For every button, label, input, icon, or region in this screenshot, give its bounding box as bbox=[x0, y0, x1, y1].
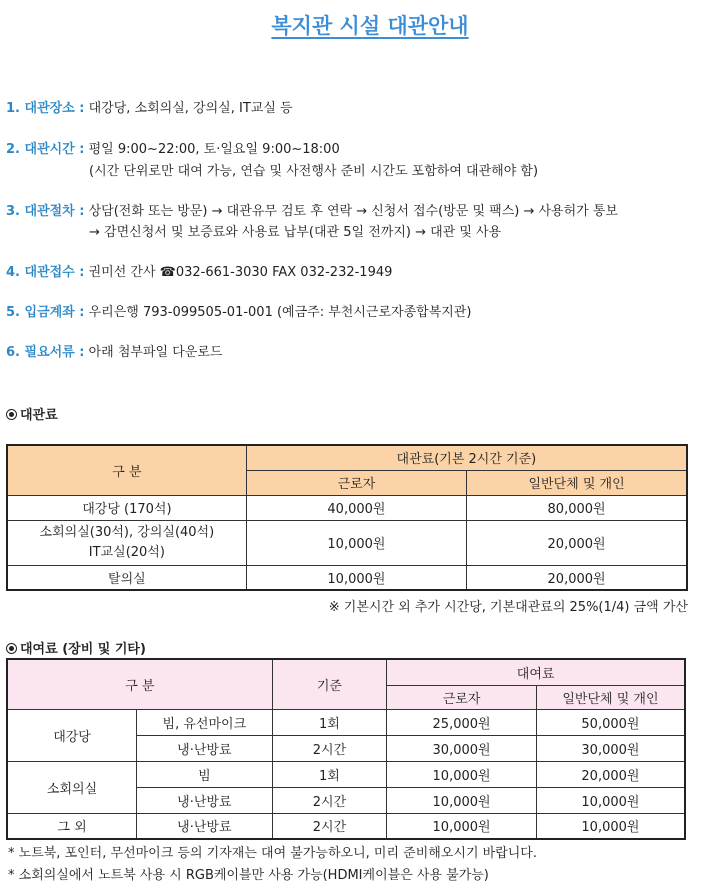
rent-group-name: 소회의실 bbox=[7, 761, 137, 813]
info-text: 상담(전화 또는 방문) → 대관유무 검토 후 연락 → 신청서 접수(방문 및 팩스) → 사용허가 통보 bbox=[88, 204, 618, 219]
rent-general: 50,000원 bbox=[536, 709, 685, 735]
info-label: 4. 대관접수 : bbox=[6, 265, 85, 280]
fee-row-worker: 40,000원 bbox=[246, 495, 466, 520]
fee-header-division: 구 분 bbox=[7, 445, 246, 495]
info-label: 2. 대관시간 : bbox=[6, 142, 85, 157]
info-account bbox=[6, 302, 471, 324]
fee-table bbox=[6, 444, 688, 591]
rent-worker: 10,000원 bbox=[387, 761, 537, 787]
rent-header-general: 일반단체 및 개인 bbox=[536, 685, 685, 709]
rent-basis: 2시간 bbox=[272, 787, 387, 813]
rent-basis: 1회 bbox=[272, 709, 387, 735]
fee-row-general: 20,000원 bbox=[467, 520, 687, 565]
fee-header-general: 일반단체 및 개인 bbox=[467, 470, 687, 495]
rent-worker: 25,000원 bbox=[387, 709, 537, 735]
fee-row-name-line1: 소회의실(30석), 강의실(40석) bbox=[39, 524, 215, 540]
table-row bbox=[7, 565, 687, 590]
rent-note-1: * 노트북, 포인터, 무선마이크 등의 기자재는 대여 불가능하오니, 미리 준비해오시기 바랍니다. bbox=[8, 846, 537, 861]
rent-basis: 1회 bbox=[272, 761, 387, 787]
rent-header-rent: 대여료 bbox=[387, 659, 685, 685]
fee-note: ※ 기본시간 외 추가 시간당, 기본대관료의 25%(1/4) 금액 가산 bbox=[328, 600, 688, 615]
info-hours-note: (시간 단위로만 대여 가능, 연습 및 사전행사 준비 시간도 포함하여 대관해야 함) bbox=[89, 164, 539, 179]
rent-table bbox=[6, 658, 686, 840]
info-text: 대강당, 소회의실, 강의실, IT교실 등 bbox=[88, 101, 293, 116]
info-hours bbox=[6, 139, 340, 161]
rent-general: 10,000원 bbox=[536, 787, 685, 813]
fee-section-heading bbox=[6, 404, 58, 423]
rent-heading-text: 대여료 (장비 및 기타) bbox=[20, 642, 146, 657]
info-label: 5. 입금계좌 : bbox=[6, 305, 85, 320]
info-label: 6. 필요서류 : bbox=[6, 345, 85, 360]
rent-basis: 2시간 bbox=[272, 735, 387, 761]
fee-row-worker: 10,000원 bbox=[246, 520, 466, 565]
info-text: 권미선 간사 ☎032-661-3030 FAX 032-232-1949 bbox=[88, 265, 393, 280]
info-text: 평일 9:00~22:00, 토·일요일 9:00~18:00 bbox=[88, 142, 340, 157]
rent-item: 냉·난방료 bbox=[137, 735, 273, 761]
rent-header-worker: 근로자 bbox=[387, 685, 537, 709]
fee-row-name bbox=[7, 520, 246, 565]
rent-general: 20,000원 bbox=[536, 761, 685, 787]
info-text: 아래 첨부파일 다운로드 bbox=[88, 345, 223, 360]
rent-item: 냉·난방료 bbox=[137, 787, 273, 813]
rent-header-division: 구 분 bbox=[7, 659, 272, 709]
info-documents bbox=[6, 342, 222, 364]
table-row bbox=[7, 761, 685, 787]
rent-general: 30,000원 bbox=[536, 735, 685, 761]
fee-row-name-line2: IT교실(20석) bbox=[88, 544, 165, 560]
rent-worker: 10,000원 bbox=[387, 787, 537, 813]
rent-note-2: * 소회의실에서 노트북 사용 시 RGB케이블만 사용 가능(HDMI케이블은 사용 불가능) bbox=[8, 868, 489, 883]
bullet-icon bbox=[6, 643, 17, 654]
page-title: 복지관 시설 대관안내 bbox=[271, 14, 469, 38]
table-row bbox=[7, 495, 687, 520]
info-procedure bbox=[6, 201, 618, 223]
info-text: 우리은행 793-099505-01-001 (예금주: 부천시근로자종합복지관) bbox=[88, 305, 472, 320]
table-row bbox=[7, 709, 685, 735]
rent-item: 빔 bbox=[137, 761, 273, 787]
fee-row-general: 80,000원 bbox=[467, 495, 687, 520]
info-contact bbox=[6, 262, 392, 284]
rent-item: 냉·난방료 bbox=[137, 813, 273, 839]
fee-header-worker: 근로자 bbox=[246, 470, 466, 495]
rent-worker: 10,000원 bbox=[387, 813, 537, 839]
rent-group-name: 그 외 bbox=[7, 813, 137, 839]
fee-row-name: 대강당 (170석) bbox=[7, 495, 246, 520]
rent-item: 빔, 유선마이크 bbox=[137, 709, 273, 735]
bullet-icon bbox=[6, 409, 17, 420]
fee-heading-text: 대관료 bbox=[20, 408, 58, 423]
fee-header-fee: 대관료(기본 2시간 기준) bbox=[246, 445, 687, 470]
rent-general: 10,000원 bbox=[536, 813, 685, 839]
rent-group-name: 대강당 bbox=[7, 709, 137, 761]
fee-row-worker: 10,000원 bbox=[246, 565, 466, 590]
rent-header-basis: 기준 bbox=[272, 659, 387, 709]
info-label: 1. 대관장소 : bbox=[6, 101, 85, 116]
fee-row-general: 20,000원 bbox=[467, 565, 687, 590]
rent-worker: 30,000원 bbox=[387, 735, 537, 761]
rent-basis: 2시간 bbox=[272, 813, 387, 839]
rent-section-heading bbox=[6, 638, 146, 657]
table-row bbox=[7, 520, 687, 565]
info-label: 3. 대관절차 : bbox=[6, 204, 85, 219]
fee-row-name: 탈의실 bbox=[7, 565, 246, 590]
table-row bbox=[7, 813, 685, 839]
info-procedure-cont: → 감면신청서 및 보증료와 사용료 납부(대관 5일 전까지) → 대관 및 사용 bbox=[89, 225, 502, 240]
info-venue bbox=[6, 98, 293, 120]
